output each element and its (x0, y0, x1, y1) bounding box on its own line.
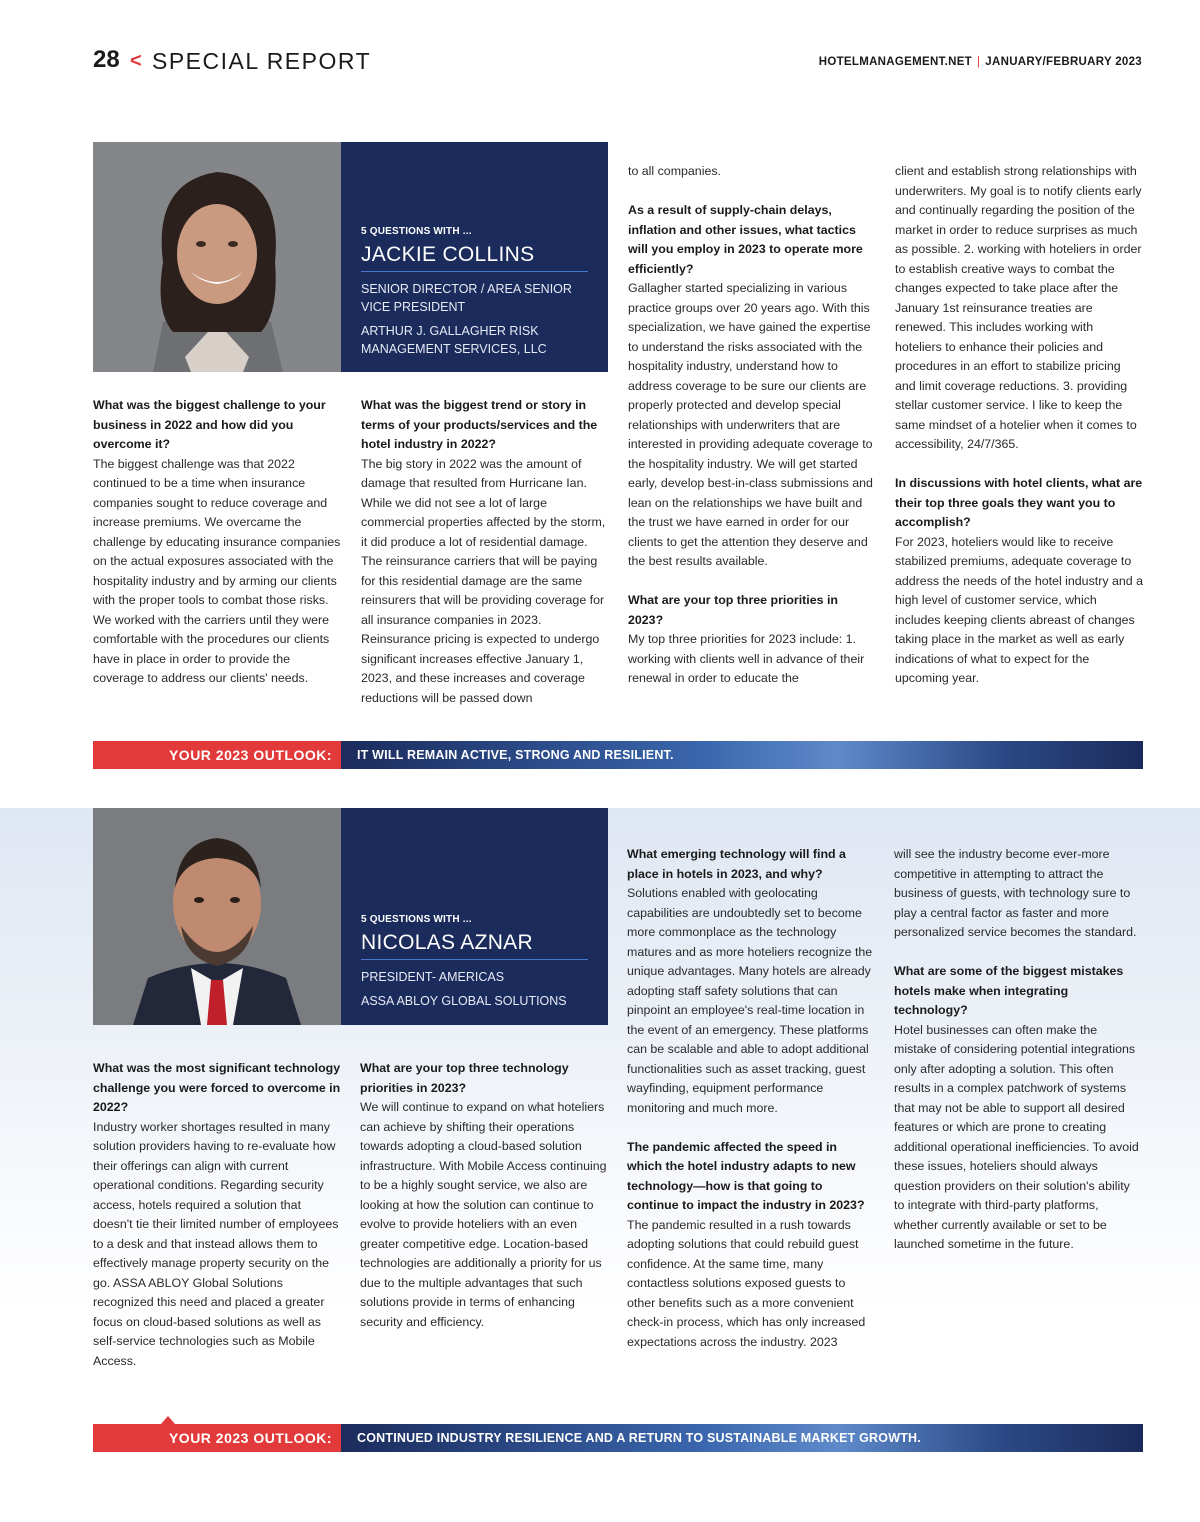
site-name: HOTELMANAGEMENT.NET (818, 56, 972, 68)
page-number: 28 (93, 46, 120, 73)
qa-item (93, 396, 341, 689)
qa-item (93, 1059, 341, 1371)
question: What are your top three priorities in 2023? (628, 593, 838, 627)
outlook-text: CONTINUED INDUSTRY RESILIENCE AND A RETURN TO SUSTAINABLE MARKET GROWTH. (341, 1424, 1143, 1452)
outlook-label: YOUR 2023 OUTLOOK: (93, 741, 341, 769)
profile-organization: ASSA ABLOY GLOBAL SOLUTIONS (361, 994, 567, 1008)
answer: Hotel businesses can often make the mistake of considering potential integrations only after adopting a solution. This often results in a complex patchwork of systems that may not be able to support all desired features or which are prone to creating additional operational inefficiencies. To avoid these issues, hoteliers should always question providers on their solution's ability to integrate with third-party platforms, whether currently available or set to be launched sometime in the future. (894, 1022, 1139, 1251)
qa-item (361, 396, 609, 708)
answer: We will continue to expand on what hoteliers can achieve by shifting their operations towards adopting a cloud-based solution infrastructure. With Mobile Access continuing to be a highly sought service, we also are looking at how the solution can continue to evolve to provide hoteliers with an even greater competitive edge. Location-based technologies are additionally a priority for us due to the multiple advantages that such solutions provide in terms of enhancing security and efficiency. (360, 1100, 607, 1329)
qa-item (628, 591, 876, 689)
answer: Gallagher started specializing in various practice groups over 20 years ago. With this specialization, we have gained the expertise to understand the risks associated with the hospitality industry, understand how to address coverage to be sure our clients are properly protected and develop special relationships with underwriters that are interested in providing adequate coverage to the hospitality industry. We will get started early, develop best-in-class submissions and lean on the relationships we have built and the trust we have earned in order for our clients to get the attention they deserve and the best results available. (628, 281, 873, 568)
qa-item (360, 1059, 608, 1332)
column-2 (360, 1059, 608, 1352)
profile-name: JACKIE COLLINS (361, 243, 588, 272)
outlook-banner (93, 741, 1143, 769)
outlook-label: YOUR 2023 OUTLOOK: (93, 1424, 341, 1452)
profile-info-box (341, 808, 608, 1025)
qa-item (627, 845, 875, 1118)
answer: My top three priorities for 2023 include: 1. working with clients well in advance of their renewal in order to educate the (628, 632, 865, 685)
column-3 (628, 162, 876, 708)
portrait-jackie-collins (93, 142, 341, 372)
continued-text: client and establish strong relationships with underwriters. My goal is to notify clients early and continually regarding the position of the market in order to reduce surprises as much as possible. 2. working with hoteliers in order to establish creative ways to combat the changes expected to take place after the January 1st reinsurance treaties are renewed. This includes working with hoteliers to enhance their policies and procedures in an effort to stabilize pricing and limit coverage reductions. 3. providing stellar customer service. I like to keep the same mindset of a hotelier when it comes to accessibility, 24/7/365. (895, 164, 1142, 451)
question: What are your top three technology priorities in 2023? (360, 1061, 569, 1095)
qa-item (627, 1138, 875, 1353)
question: In discussions with hotel clients, what are their top three goals they want you to accomplish? (895, 476, 1143, 529)
answer: The pandemic resulted in a rush towards adopting solutions that could rebuild guest confidence. At the same time, many contactless solutions exposed guests to other benefits such as a more convenient check-in process, which has only increased expectations across the industry. 2023 (627, 1217, 866, 1349)
question: What was the biggest challenge to your business in 2022 and how did you overcome it? (93, 398, 326, 451)
question: What was the biggest trend or story in terms of your products/services and the hotel industry in 2022? (361, 398, 598, 451)
profile-name: NICOLAS AZNAR (361, 931, 588, 960)
question: What emerging technology will find a place in hotels in 2023, and why? (627, 847, 846, 881)
column-4 (895, 162, 1143, 708)
column-1 (93, 1059, 341, 1391)
question: The pandemic affected the speed in which the hotel industry adapts to new technology—how is that going to continue to impact the industry in 2023? (627, 1139, 865, 1212)
answer: For 2023, hoteliers would like to receive stabilized premiums, adequate coverage to address the needs of the hotel industry and a high level of customer service, which includes keeping clients abreast of changes taking place in the market as well as early indications of what to expect for the upcoming year. (895, 534, 1143, 685)
column-4 (894, 845, 1142, 1274)
publication-info (819, 56, 1142, 68)
section-title: SPECIAL REPORT (152, 48, 372, 74)
answer: The big story in 2022 was the amount of damage that resulted from Hurricane Ian. While we did not see a lot of large commercial properties affected by the storm, it did produce a lot of residential damage. The reinsurance carriers that will be paying for this residential damage are the same reinsurers that will be providing coverage for all insurance companies in 2023. Reinsurance pricing is expected to undergo significant increases effective January 1, 2023, and these increases and coverage reductions will be passed down (361, 456, 606, 705)
column-2 (361, 396, 609, 728)
question: What was the most significant technology challenge you were forced to overcome in 2022? (93, 1061, 341, 1114)
profile-role: PRESIDENT- AMERICAS (361, 970, 505, 984)
banner-pointer-icon (161, 1416, 175, 1424)
outlook-text: IT WILL REMAIN ACTIVE, STRONG AND RESILIENT. (341, 741, 1143, 769)
profile-organization: ARTHUR J. GALLAGHER RISK MANAGEMENT SERVICES, LLC (361, 324, 547, 356)
profile-info-box (341, 142, 608, 372)
question: What are some of the biggest mistakes hotels make when integrating technology? (894, 964, 1124, 1017)
continued-text: to all companies. (628, 164, 721, 178)
continued-text: will see the industry become ever-more competitive in attempting to attract the business of guests, with technology sure to play a central factor as faster and more personalized service becomes the standard. (894, 847, 1137, 939)
qa-item (894, 962, 1142, 1255)
chevron-left-icon: < (130, 50, 142, 72)
qa-item (628, 201, 876, 572)
outlook-banner (93, 1424, 1143, 1452)
column-3 (627, 845, 875, 1372)
answer: Solutions enabled with geolocating capabilities are undoubtedly set to become more commonplace as the technology matures and as more hoteliers recognize the unique advantages. Many hotels are already adopting staff safety solutions that can pinpoint an employee's real-time location in the event of an emergency. These platforms can be scalable and able to adopt additional functionalities such as asset tracking, guest wayfinding, equipment performance monitoring and much more. (627, 886, 873, 1115)
portrait-nicolas-aznar (93, 808, 341, 1025)
column-1 (93, 396, 341, 708)
answer: Industry worker shortages resulted in many solution providers having to re-evaluate how their offerings can align with current operational conditions. Regarding security access, hotels required a solution that doesn't tie their limited number of employees to a desk and that instead allows them to effectively manage property security on the go. ASSA ABLOY Global Solutions recognized this need and placed a greater focus on cloud-based solutions as well as self-service technologies such as Mobile Access. (93, 1119, 339, 1368)
profile-kicker: 5 QUESTIONS WITH ... (361, 914, 472, 925)
issue-date: JANUARY/FEBRUARY 2023 (985, 56, 1142, 68)
divider: | (977, 56, 981, 68)
profile-kicker: 5 QUESTIONS WITH ... (361, 226, 472, 237)
profile-role: SENIOR DIRECTOR / AREA SENIOR VICE PRESIDENT (361, 282, 572, 314)
question: As a result of supply-chain delays, inflation and other issues, what tactics will you employ in 2023 to operate more efficiently? (628, 203, 863, 276)
answer: The biggest challenge was that 2022 continued to be a time when insurance companies sought to reduce coverage and increase premiums. We overcame the challenge by educating insurance companies on the actual exposures associated with the hospitality industry and by arming our clients with the proper tools to combat those risks. We worked with the carriers until they were comfortable with the procedures our clients have in place in order to provide the coverage to address our clients' needs. (93, 456, 341, 685)
qa-item (895, 474, 1143, 689)
